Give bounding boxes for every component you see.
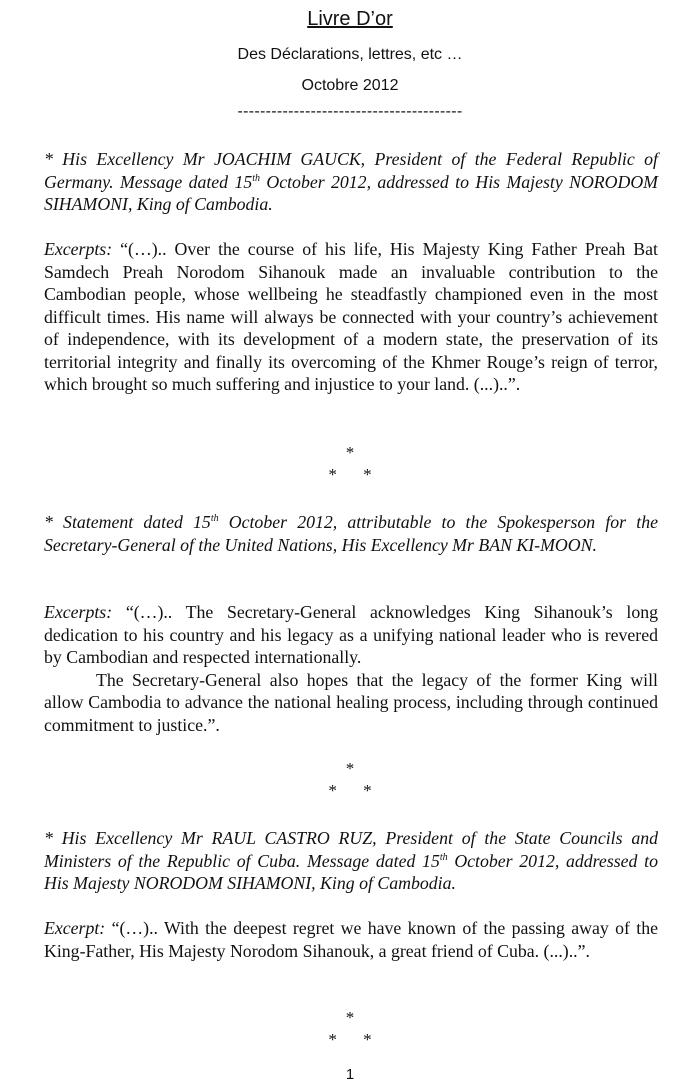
section-separator xyxy=(0,1007,700,1051)
excerpt-label: Excerpts: xyxy=(44,602,113,622)
excerpt-text: “(…).. The Secretary-General acknowledges King Sihanouk’s long dedication to his country and his legacy as a unifying national leader who is revered by Cambodian and respected internationally. xyxy=(44,602,658,667)
entry-1-heading-text: * His Excellency Mr JOACHIM GAUCK, President of the Federal Republic of Germany. Message dated 15 xyxy=(44,149,658,192)
entry-1-heading-sup: th xyxy=(252,172,261,184)
excerpt-label: Excerpt: xyxy=(44,918,106,938)
entry-2-excerpt xyxy=(44,601,658,736)
page-title: Livre D’or xyxy=(307,8,393,30)
entry-3-heading-text-end: October 2012, addressed to His Majesty NORODOM SIHAMONI, King of Cambodia. xyxy=(44,850,658,893)
entry-2-heading xyxy=(44,511,658,556)
separator-stars-bottom: * * xyxy=(328,781,372,800)
separator-star-top: * xyxy=(345,1008,355,1027)
entry-1-heading-text-end: October 2012, addressed to His Majesty NORODOM SIHAMONI, King of Cambodia. xyxy=(44,171,658,214)
dashed-divider: ---------------------------------------- xyxy=(237,103,463,120)
entry-2-heading-text: * Statement dated 15 xyxy=(44,512,211,532)
section-separator xyxy=(0,442,700,486)
entry-1-heading xyxy=(44,148,658,216)
excerpt-text: “(…).. Over the course of his life, His Majesty King Father Preah Bat Samdech Preah Norodom Sihanouk made an invaluable contribution to the Cambodian people, whose wellbeing he steadfastly championed even in the most difficult times. His name will always be connected with your country’s achievement of independence, with its development of a modern state, the preservation of its territorial integrity and finally its overcoming of the Khmer Rouge’s reign of terror, which brought so much suffering and injustice to your land. (...)..”. xyxy=(44,239,658,394)
page-date: Octobre 2012 xyxy=(301,77,399,94)
entry-2-heading-sup: th xyxy=(210,513,219,525)
separator-star-top: * xyxy=(345,759,355,778)
entry-3-excerpt xyxy=(44,917,658,962)
page-number: 1 xyxy=(345,1066,355,1083)
separator-stars-bottom: * * xyxy=(328,1030,372,1049)
excerpt-label: Excerpts: xyxy=(44,239,113,259)
entry-2-heading-text-end: October 2012, attributable to the Spokesperson for the Secretary-General of the United Nations, His Excellency Mr BAN KI-MOON. xyxy=(44,512,658,555)
page-subtitle: Des Déclarations, lettres, etc … xyxy=(237,46,463,63)
entry-3-heading-sup: th xyxy=(439,851,448,863)
entry-3-heading-text: * His Excellency Mr RAUL CASTRO RUZ, President of the State Councils and Ministers of the Republic of Cuba. Message dated 15 xyxy=(44,828,658,871)
excerpt-text: The Secretary-General also hopes that the legacy of the former King will allow Cambodia to advance the national healing process, including through continued commitment to justice.”. xyxy=(44,669,658,735)
separator-star-top: * xyxy=(345,443,355,462)
entry-3-heading xyxy=(44,827,658,895)
section-separator xyxy=(0,758,700,802)
separator-stars-bottom: * * xyxy=(328,465,372,484)
excerpt-text: “(…).. With the deepest regret we have known of the passing away of the King-Father, His Majesty Norodom Sihanouk, a great friend of Cuba. (...)..”. xyxy=(44,918,658,961)
entry-1-excerpt xyxy=(44,238,658,396)
